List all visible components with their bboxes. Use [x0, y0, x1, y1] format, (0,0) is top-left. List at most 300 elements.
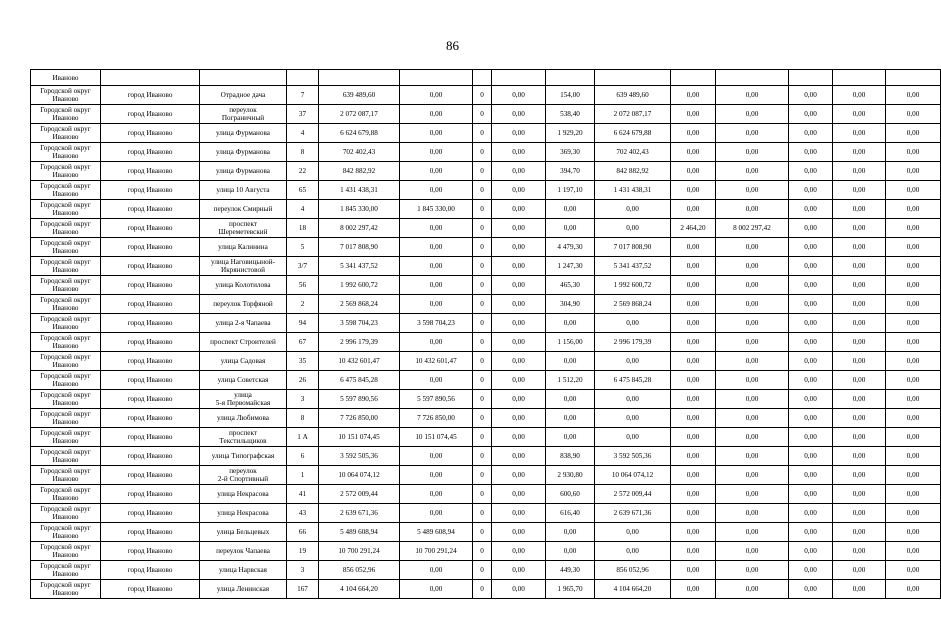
cell-cost-item-4: 0,00	[716, 162, 789, 181]
cell-value-3	[886, 70, 941, 86]
cell-house-number: 4	[287, 124, 319, 143]
cell-value-1: 0,00	[789, 333, 833, 352]
cell-cost-item-1: 0,00	[400, 219, 473, 238]
cell-cost-item-3: 842 882,92	[595, 162, 671, 181]
cell-total-cost: 2 996 179,39	[319, 333, 400, 352]
cell-count	[473, 70, 492, 86]
cell-cost-item-1: 0,00	[400, 466, 473, 485]
cell-cost-item-4: 0,00	[716, 295, 789, 314]
cell-value-2: 0,00	[833, 428, 886, 447]
cell-area-2: 0,00	[671, 485, 716, 504]
cell-street: улица Ленинская	[200, 580, 287, 599]
cell-street: проспект Шереметевский	[200, 219, 287, 238]
cell-municipality: Иваново	[31, 70, 101, 86]
cell-area-2	[671, 70, 716, 86]
cell-value-3: 0,00	[886, 409, 941, 428]
cell-house-number: 65	[287, 181, 319, 200]
cell-settlement: город Иваново	[101, 124, 200, 143]
cell-cost-item-3: 0,00	[595, 352, 671, 371]
cell-municipality: Городской округ Иваново	[31, 447, 101, 466]
cell-value-1: 0,00	[789, 181, 833, 200]
cell-settlement: город Иваново	[101, 504, 200, 523]
cell-street: улица Наговицыной- Икрянистовой	[200, 257, 287, 276]
cell-settlement: город Иваново	[101, 390, 200, 409]
cell-area-2: 0,00	[671, 162, 716, 181]
cell-cost-item-2: 0,00	[492, 257, 546, 276]
cell-street: улица Колотилова	[200, 276, 287, 295]
cell-count: 0	[473, 371, 492, 390]
cell-cost-item-1: 0,00	[400, 561, 473, 580]
table-row	[31, 86, 941, 105]
cell-municipality: Городской округ Иваново	[31, 257, 101, 276]
cell-value-2: 0,00	[833, 162, 886, 181]
cell-area: 1 247,30	[546, 257, 595, 276]
cell-street: улица Калинина	[200, 238, 287, 257]
cell-street: проспект Текстильщиков	[200, 428, 287, 447]
cell-value-2: 0,00	[833, 143, 886, 162]
cell-value-1: 0,00	[789, 295, 833, 314]
cell-street: улица Фурманова	[200, 162, 287, 181]
cell-value-3: 0,00	[886, 333, 941, 352]
cell-street: улица Некрасова	[200, 504, 287, 523]
cell-street	[200, 70, 287, 86]
cell-total-cost: 4 104 664,20	[319, 580, 400, 599]
cell-cost-item-3: 0,00	[595, 200, 671, 219]
cell-settlement: город Иваново	[101, 143, 200, 162]
cell-cost-item-3: 7 017 808,90	[595, 238, 671, 257]
cell-house-number: 56	[287, 276, 319, 295]
cell-cost-item-3: 1 992 600,72	[595, 276, 671, 295]
cell-cost-item-4: 0,00	[716, 523, 789, 542]
cell-settlement: город Иваново	[101, 580, 200, 599]
cell-settlement: город Иваново	[101, 181, 200, 200]
cell-count: 0	[473, 466, 492, 485]
cell-settlement: город Иваново	[101, 86, 200, 105]
cell-cost-item-1: 0,00	[400, 485, 473, 504]
cell-cost-item-2: 0,00	[492, 542, 546, 561]
cell-cost-item-2: 0,00	[492, 276, 546, 295]
cell-count: 0	[473, 276, 492, 295]
cell-cost-item-3: 0,00	[595, 409, 671, 428]
cell-total-cost: 3 592 505,36	[319, 447, 400, 466]
cell-cost-item-4: 0,00	[716, 143, 789, 162]
cell-street: улица Типографская	[200, 447, 287, 466]
cell-cost-item-1: 0,00	[400, 580, 473, 599]
cell-count: 0	[473, 428, 492, 447]
cell-settlement: город Иваново	[101, 409, 200, 428]
cell-total-cost: 10 151 074,45	[319, 428, 400, 447]
cell-cost-item-4: 0,00	[716, 580, 789, 599]
cell-value-2: 0,00	[833, 181, 886, 200]
cell-house-number: 35	[287, 352, 319, 371]
cell-value-2: 0,00	[833, 238, 886, 257]
cell-cost-item-2: 0,00	[492, 390, 546, 409]
cell-cost-item-3: 0,00	[595, 390, 671, 409]
cell-settlement: город Иваново	[101, 542, 200, 561]
cell-cost-item-3: 5 341 437,52	[595, 257, 671, 276]
cell-street: улица 10 Августа	[200, 181, 287, 200]
cell-area-2: 0,00	[671, 352, 716, 371]
cell-municipality: Городской округ Иваново	[31, 352, 101, 371]
cell-total-cost: 2 072 087,17	[319, 105, 400, 124]
cell-cost-item-1: 0,00	[400, 276, 473, 295]
cell-area-2: 0,00	[671, 561, 716, 580]
cell-cost-item-1: 0,00	[400, 86, 473, 105]
cell-count: 0	[473, 257, 492, 276]
cell-total-cost: 5 597 890,56	[319, 390, 400, 409]
table-row	[31, 504, 941, 523]
cell-house-number	[287, 70, 319, 86]
cell-cost-item-2: 0,00	[492, 314, 546, 333]
table-row	[31, 447, 941, 466]
cell-count: 0	[473, 86, 492, 105]
cell-value-3: 0,00	[886, 314, 941, 333]
cell-street: улица Любимова	[200, 409, 287, 428]
cell-house-number: 37	[287, 105, 319, 124]
table-row	[31, 542, 941, 561]
registry-table	[30, 69, 941, 599]
table-row	[31, 181, 941, 200]
cell-cost-item-2: 0,00	[492, 181, 546, 200]
cell-value-2: 0,00	[833, 295, 886, 314]
cell-house-number: 43	[287, 504, 319, 523]
cell-count: 0	[473, 333, 492, 352]
cell-settlement: город Иваново	[101, 276, 200, 295]
cell-value-3: 0,00	[886, 257, 941, 276]
cell-settlement: город Иваново	[101, 295, 200, 314]
cell-area: 0,00	[546, 428, 595, 447]
cell-value-3: 0,00	[886, 219, 941, 238]
cell-municipality: Городской округ Иваново	[31, 314, 101, 333]
cell-total-cost: 1 992 600,72	[319, 276, 400, 295]
cell-value-2: 0,00	[833, 200, 886, 219]
cell-municipality: Городской округ Иваново	[31, 409, 101, 428]
cell-value-3: 0,00	[886, 447, 941, 466]
cell-value-2: 0,00	[833, 105, 886, 124]
cell-settlement: город Иваново	[101, 485, 200, 504]
cell-house-number: 3/7	[287, 257, 319, 276]
cell-area: 538,40	[546, 105, 595, 124]
cell-area: 616,40	[546, 504, 595, 523]
cell-area-2: 0,00	[671, 257, 716, 276]
table-row	[31, 257, 941, 276]
cell-street: переулок Пограничный	[200, 105, 287, 124]
cell-total-cost: 1 845 330,00	[319, 200, 400, 219]
cell-settlement: город Иваново	[101, 428, 200, 447]
cell-cost-item-3: 1 431 438,31	[595, 181, 671, 200]
cell-house-number: 6	[287, 447, 319, 466]
cell-cost-item-2: 0,00	[492, 428, 546, 447]
cell-value-2: 0,00	[833, 447, 886, 466]
cell-cost-item-3: 3 592 505,36	[595, 447, 671, 466]
cell-settlement: город Иваново	[101, 447, 200, 466]
cell-area-2: 0,00	[671, 295, 716, 314]
cell-street: переулок Торфяной	[200, 295, 287, 314]
cell-value-2: 0,00	[833, 276, 886, 295]
cell-count: 0	[473, 580, 492, 599]
cell-house-number: 18	[287, 219, 319, 238]
cell-cost-item-3: 856 052,96	[595, 561, 671, 580]
cell-area-2: 0,00	[671, 428, 716, 447]
cell-settlement: город Иваново	[101, 162, 200, 181]
cell-total-cost: 7 017 808,90	[319, 238, 400, 257]
cell-area-2: 0,00	[671, 409, 716, 428]
cell-value-1: 0,00	[789, 523, 833, 542]
cell-municipality: Городской округ Иваново	[31, 504, 101, 523]
cell-count: 0	[473, 314, 492, 333]
table-row	[31, 314, 941, 333]
cell-cost-item-4: 0,00	[716, 105, 789, 124]
cell-cost-item-2: 0,00	[492, 523, 546, 542]
cell-street: улица Советская	[200, 371, 287, 390]
cell-street: переулок 2-й Спортивный	[200, 466, 287, 485]
cell-value-1: 0,00	[789, 143, 833, 162]
cell-value-3: 0,00	[886, 485, 941, 504]
cell-value-3: 0,00	[886, 580, 941, 599]
cell-value-2: 0,00	[833, 561, 886, 580]
cell-area-2: 0,00	[671, 371, 716, 390]
cell-value-2: 0,00	[833, 390, 886, 409]
cell-street: улица Нарвская	[200, 561, 287, 580]
cell-value-2: 0,00	[833, 485, 886, 504]
cell-area: 1 512,20	[546, 371, 595, 390]
cell-settlement: город Иваново	[101, 561, 200, 580]
cell-area-2: 0,00	[671, 143, 716, 162]
cell-settlement: город Иваново	[101, 314, 200, 333]
cell-value-1: 0,00	[789, 428, 833, 447]
cell-cost-item-4: 8 002 297,42	[716, 219, 789, 238]
cell-cost-item-1: 0,00	[400, 124, 473, 143]
table-row	[31, 333, 941, 352]
cell-value-1: 0,00	[789, 371, 833, 390]
cell-area: 600,60	[546, 485, 595, 504]
table-row	[31, 70, 941, 86]
cell-count: 0	[473, 143, 492, 162]
cell-street: улица 5-я Первомайская	[200, 390, 287, 409]
cell-municipality: Городской округ Иваново	[31, 561, 101, 580]
cell-value-1: 0,00	[789, 466, 833, 485]
cell-value-3: 0,00	[886, 561, 941, 580]
cell-count: 0	[473, 124, 492, 143]
cell-count: 0	[473, 352, 492, 371]
cell-area-2: 2 464,20	[671, 219, 716, 238]
table-row	[31, 485, 941, 504]
cell-count: 0	[473, 523, 492, 542]
cell-value-2: 0,00	[833, 523, 886, 542]
cell-cost-item-4: 0,00	[716, 428, 789, 447]
cell-municipality: Городской округ Иваново	[31, 124, 101, 143]
cell-area: 0,00	[546, 219, 595, 238]
cell-total-cost: 2 639 671,36	[319, 504, 400, 523]
cell-cost-item-3: 0,00	[595, 523, 671, 542]
cell-municipality: Городской округ Иваново	[31, 276, 101, 295]
cell-value-1: 0,00	[789, 86, 833, 105]
cell-house-number: 22	[287, 162, 319, 181]
cell-settlement: город Иваново	[101, 238, 200, 257]
cell-settlement	[101, 70, 200, 86]
cell-total-cost: 6 475 845,28	[319, 371, 400, 390]
cell-house-number: 2	[287, 295, 319, 314]
cell-area-2: 0,00	[671, 124, 716, 143]
cell-cost-item-1: 7 726 850,00	[400, 409, 473, 428]
cell-total-cost: 702 402,43	[319, 143, 400, 162]
cell-value-3: 0,00	[886, 162, 941, 181]
cell-area: 304,90	[546, 295, 595, 314]
cell-cost-item-3: 0,00	[595, 428, 671, 447]
cell-value-3: 0,00	[886, 352, 941, 371]
cell-area-2: 0,00	[671, 105, 716, 124]
cell-cost-item-2: 0,00	[492, 333, 546, 352]
cell-cost-item-1: 0,00	[400, 371, 473, 390]
cell-area-2: 0,00	[671, 580, 716, 599]
cell-area: 0,00	[546, 200, 595, 219]
cell-street: улица Фурманова	[200, 124, 287, 143]
cell-total-cost: 639 489,60	[319, 86, 400, 105]
cell-value-1: 0,00	[789, 238, 833, 257]
cell-cost-item-1: 0,00	[400, 447, 473, 466]
cell-value-3: 0,00	[886, 295, 941, 314]
cell-area: 1 197,10	[546, 181, 595, 200]
cell-municipality: Городской округ Иваново	[31, 181, 101, 200]
cell-value-2: 0,00	[833, 542, 886, 561]
cell-settlement: город Иваново	[101, 105, 200, 124]
cell-cost-item-2: 0,00	[492, 200, 546, 219]
cell-municipality: Городской округ Иваново	[31, 238, 101, 257]
cell-area: 838,90	[546, 447, 595, 466]
cell-municipality: Городской округ Иваново	[31, 143, 101, 162]
cell-cost-item-3: 702 402,43	[595, 143, 671, 162]
cell-area: 394,70	[546, 162, 595, 181]
cell-cost-item-4: 0,00	[716, 276, 789, 295]
cell-house-number: 7	[287, 86, 319, 105]
cell-house-number: 26	[287, 371, 319, 390]
cell-value-3: 0,00	[886, 238, 941, 257]
table-row	[31, 580, 941, 599]
cell-value-2: 0,00	[833, 257, 886, 276]
cell-municipality: Городской округ Иваново	[31, 162, 101, 181]
cell-value-1: 0,00	[789, 257, 833, 276]
cell-cost-item-1: 0,00	[400, 181, 473, 200]
cell-area: 369,30	[546, 143, 595, 162]
table-row	[31, 371, 941, 390]
cell-municipality: Городской округ Иваново	[31, 295, 101, 314]
cell-house-number: 167	[287, 580, 319, 599]
cell-value-2: 0,00	[833, 314, 886, 333]
cell-count: 0	[473, 542, 492, 561]
cell-cost-item-2: 0,00	[492, 371, 546, 390]
cell-area: 0,00	[546, 352, 595, 371]
cell-cost-item-3: 0,00	[595, 219, 671, 238]
cell-value-3: 0,00	[886, 523, 941, 542]
cell-cost-item-4: 0,00	[716, 542, 789, 561]
cell-cost-item-4: 0,00	[716, 485, 789, 504]
cell-value-2: 0,00	[833, 333, 886, 352]
table-row	[31, 162, 941, 181]
cell-area-2: 0,00	[671, 238, 716, 257]
cell-municipality: Городской округ Иваново	[31, 333, 101, 352]
cell-count: 0	[473, 447, 492, 466]
cell-house-number: 19	[287, 542, 319, 561]
cell-area-2: 0,00	[671, 276, 716, 295]
cell-value-3: 0,00	[886, 86, 941, 105]
cell-settlement: город Иваново	[101, 523, 200, 542]
cell-municipality: Городской округ Иваново	[31, 428, 101, 447]
table-row	[31, 124, 941, 143]
cell-value-3: 0,00	[886, 428, 941, 447]
cell-value-3: 0,00	[886, 390, 941, 409]
cell-house-number: 66	[287, 523, 319, 542]
cell-value-3: 0,00	[886, 143, 941, 162]
cell-value-1: 0,00	[789, 200, 833, 219]
cell-cost-item-2: 0,00	[492, 124, 546, 143]
cell-cost-item-1: 0,00	[400, 238, 473, 257]
cell-value-1: 0,00	[789, 352, 833, 371]
cell-area: 1 156,00	[546, 333, 595, 352]
cell-total-cost: 5 489 608,94	[319, 523, 400, 542]
cell-street: проспект Строителей	[200, 333, 287, 352]
table-row	[31, 143, 941, 162]
table-row	[31, 238, 941, 257]
cell-cost-item-4	[716, 70, 789, 86]
cell-value-2: 0,00	[833, 466, 886, 485]
cell-area: 0,00	[546, 314, 595, 333]
table-row	[31, 428, 941, 447]
cell-value-1: 0,00	[789, 447, 833, 466]
cell-value-1: 0,00	[789, 390, 833, 409]
cell-house-number: 94	[287, 314, 319, 333]
cell-cost-item-4: 0,00	[716, 561, 789, 580]
cell-cost-item-4: 0,00	[716, 200, 789, 219]
cell-municipality: Городской округ Иваново	[31, 542, 101, 561]
cell-value-3: 0,00	[886, 200, 941, 219]
cell-municipality: Городской округ Иваново	[31, 200, 101, 219]
table-row	[31, 219, 941, 238]
cell-area	[546, 70, 595, 86]
cell-settlement: город Иваново	[101, 466, 200, 485]
cell-house-number: 5	[287, 238, 319, 257]
table-row	[31, 200, 941, 219]
cell-value-2: 0,00	[833, 219, 886, 238]
cell-cost-item-1: 0,00	[400, 333, 473, 352]
cell-count: 0	[473, 162, 492, 181]
cell-count: 0	[473, 105, 492, 124]
cell-value-2: 0,00	[833, 504, 886, 523]
cell-count: 0	[473, 561, 492, 580]
cell-municipality: Городской округ Иваново	[31, 371, 101, 390]
cell-street: улица Некрасова	[200, 485, 287, 504]
cell-cost-item-1: 5 597 890,56	[400, 390, 473, 409]
cell-cost-item-1: 0,00	[400, 162, 473, 181]
table-row	[31, 561, 941, 580]
cell-street: переулок Чапаева	[200, 542, 287, 561]
cell-municipality: Городской округ Иваново	[31, 485, 101, 504]
cell-cost-item-4: 0,00	[716, 390, 789, 409]
cell-value-3: 0,00	[886, 504, 941, 523]
cell-municipality: Городской округ Иваново	[31, 86, 101, 105]
cell-house-number: 3	[287, 390, 319, 409]
cell-cost-item-4: 0,00	[716, 124, 789, 143]
cell-value-1: 0,00	[789, 542, 833, 561]
cell-value-1: 0,00	[789, 561, 833, 580]
cell-cost-item-3: 6 475 845,28	[595, 371, 671, 390]
cell-value-1: 0,00	[789, 105, 833, 124]
cell-area: 449,30	[546, 561, 595, 580]
cell-cost-item-2: 0,00	[492, 238, 546, 257]
cell-street: улица Садовая	[200, 352, 287, 371]
cell-total-cost: 7 726 850,00	[319, 409, 400, 428]
cell-total-cost: 10 064 074,12	[319, 466, 400, 485]
cell-cost-item-3: 4 104 664,20	[595, 580, 671, 599]
